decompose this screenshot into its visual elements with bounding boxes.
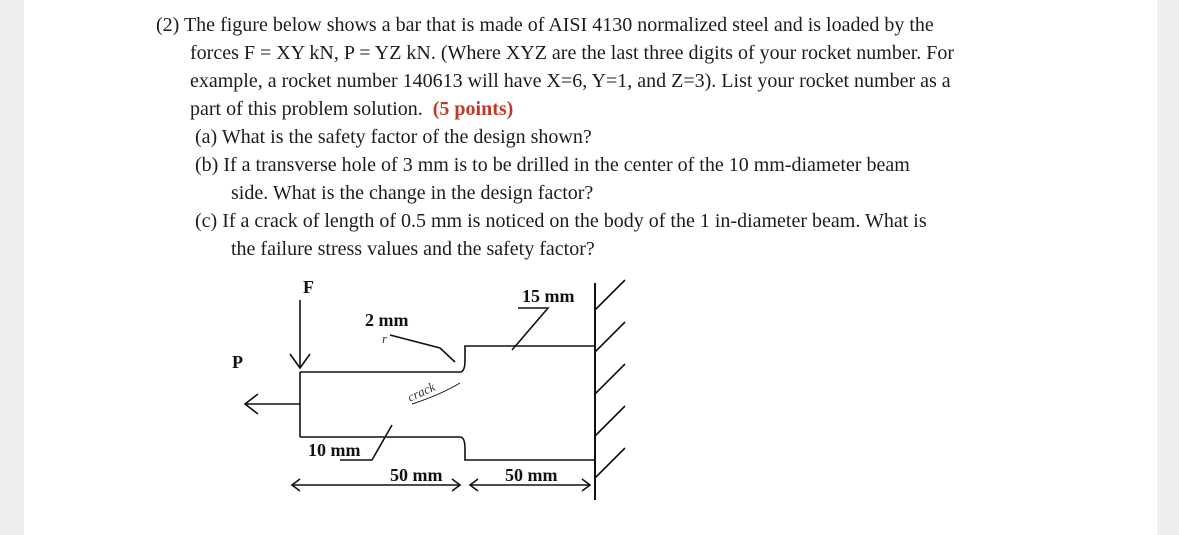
fillet-leader [390,335,455,362]
label-fillet-radius: 2 mm [365,310,409,330]
label-force-f: F [303,277,314,297]
label-crack: crack [404,378,438,405]
label-large-diameter: 15 mm [522,286,575,306]
part-text: If a transverse hole of 3 mm is to be drilled in the center of the 10 mm-diameter beam [223,154,910,176]
label-length-right: 50 mm [505,465,558,485]
intro-line: example, a rocket number 140613 will have X=6, Y=1, and Z=3). List your rocket number as a [190,70,951,92]
part-b-cont: side. What is the change in the design factor? [231,182,594,204]
part-c-cont: the failure stress values and the safety factor? [231,238,595,260]
label-force-p: P [232,352,243,372]
label-small-diameter: 10 mm [308,440,361,460]
intro-line: The figure below shows a bar that is made of AISI 4130 normalized steel and is loaded by the [183,14,934,36]
wall-hatch [595,364,625,394]
label-length-left: 50 mm [390,465,443,485]
intro-line: forces F = XY kN, P = YZ kN. (Where XYZ are the last three digits of your rocket number. For [190,42,955,64]
points-badge: (5 points) [432,98,514,120]
wall-hatch [595,280,625,310]
bar-top-edge [300,346,595,372]
part-label: (a) [195,126,218,148]
large-dia-leader [512,308,548,350]
part-label: (c) [195,210,218,232]
wall-hatch [595,322,625,352]
wall-hatch [595,448,625,478]
wall-hatch [595,406,625,436]
part-text: If a crack of length of 0.5 mm is noticed on the body of the 1 in-diameter beam. What is [222,210,927,232]
part-text: What is the safety factor of the design shown? [221,126,592,148]
label-fillet-r: r [382,331,388,346]
problem-number: (2) [156,14,180,36]
part-label: (b) [195,154,219,176]
intro-line: part of this problem solution. [190,98,423,120]
